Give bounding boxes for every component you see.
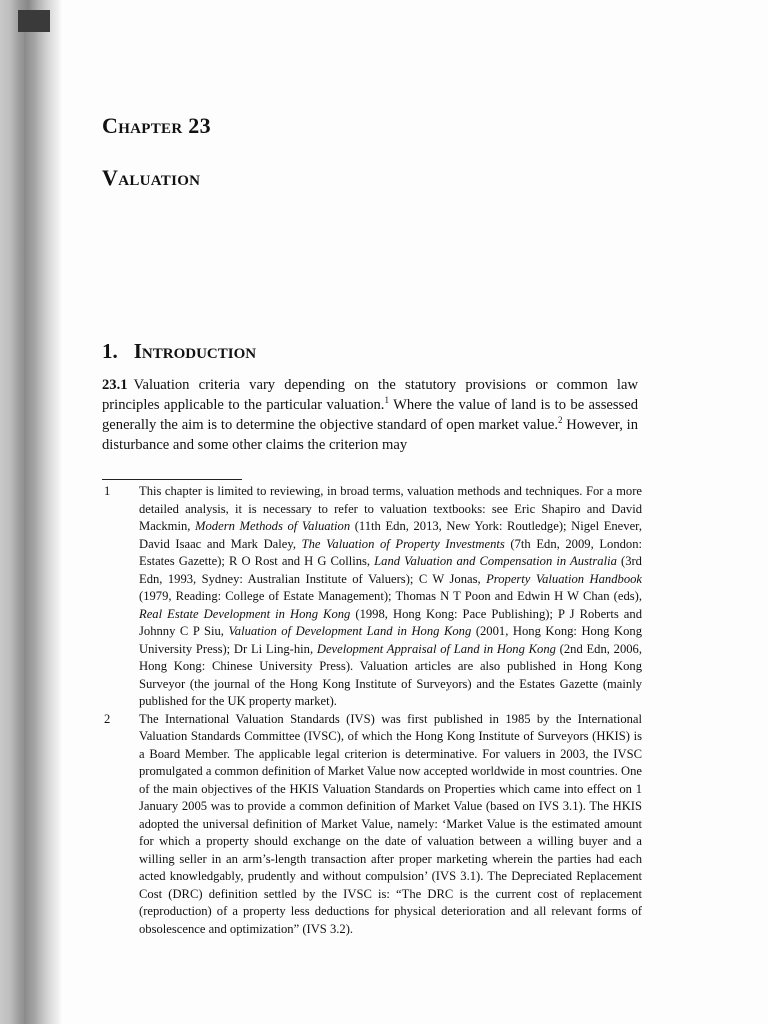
chapter-number: Chapter 23 [102,113,211,138]
footnote-text-segment: (2001, Hong Kong: Hong Kong University Press); Dr Li Ling-hin, [139,624,642,656]
cited-title: Valuation of Development Land in Hong Kong [228,624,472,638]
chapter-title: Valuation [102,165,201,190]
cited-title: The Valuation of Property Investments [301,536,505,551]
footnote-ref-2[interactable]: 2 [558,415,563,426]
cited-title: Modern Methods of Valuation [195,519,351,533]
binding-top-edge [18,10,50,32]
footnote-text-segment: (3rd Edn, 1993, Sydney: Australian Institute of Valuers); C W Jonas, [139,554,642,586]
section-heading [102,339,256,364]
section-title: Introduction [133,339,257,363]
cited-title: Land Valuation and Compensation in Australia [374,554,617,568]
book-binding-shadow [0,0,62,1024]
footnote-text-segment: (2nd Edn, 2006, Hong Kong: Chinese University Press). Valuation articles are also published in Hong Kong Surveyor (the journal of the Hong Kong Institute of Surveyors) and the Estates Gazette (mainly published for the UK property market). [139,641,642,708]
book-page [102,0,642,1024]
paragraph-text-a: Valuation criteria vary depending on the statutory provisions or common law principles applicable to the particular valuation. [102,377,638,413]
footnote-text-segment: (11th Edn, 2013, New York: Routledge); Nigel Enever, David Isaac and Mark Daley, [139,519,642,551]
footnote [102,711,642,939]
footnote-text [139,483,642,711]
paragraph-number: 23.1 [102,377,128,393]
footnote [102,483,642,711]
footnote-divider [102,479,242,480]
footnote-text [139,711,642,939]
footnote-number: 2 [104,711,111,726]
footnote-text-segment: (7th Edn, 2009, London: Estates Gazette); R O Rost and H G Collins, [139,536,643,568]
paragraph-text-b: Where the value of land is to be assessed generally the aim is to determine the objective standard of open market value. [102,397,638,433]
gutter-shadow [24,28,36,1024]
cited-title: Development Appraisal of Land in Hong Kong [316,641,556,656]
section-number: 1. [102,339,118,363]
body-paragraph [102,375,638,455]
footnote-text-segment: (1979, Reading: College of Estate Management); Thomas N T Poon and Edwin H W Chan (eds), [139,589,642,603]
cited-title: Property Valuation Handbook [486,571,642,586]
cited-title: Real Estate Development in Hong Kong [139,606,351,621]
footnote-text-segment: The International Valuation Standards (IVS) was first published in 1985 by the International Valuation Standards Committee (IVSC), of which the Hong Kong Institute of Surveyors (HKIS) is a Board Member. The applicable legal criterion is determinative. For valuers in 2003, the IVSC promulgated a common definition of Market Value now accepted worldwide in most countries. One of the main objectives of the HKIS Valuation Standards on Properties which came into effect on 1 January 2005 was to provide a common definition of Market Value (based on IVS 3.1). The HKIS adopted the universal definition of Market Value, namely: ‘Market Value is the estimated amount for which a property should exchange on the date of valuation between a willing buyer and a willing seller in an arm’s-length transaction after proper marketing wherein the parties had each acted knowledgably, prudently and without compulsion’ (IVS 3.1). The Depreciated Replacement Cost (DRC) definition settled by the IVSC is: “The DRC is the current cost of replacement (reproduction) of a property less deductions for physical deterioration and all relevant forms of obsolescence and optimization” (IVS 3.2). [139,711,642,936]
footnote-ref-1[interactable]: 1 [384,395,389,406]
footnote-text-segment: (1998, Hong Kong: Pace Publishing); P J Roberts and Johnny C P Siu, [139,606,642,638]
footnote-number: 1 [104,484,111,498]
footnote-text-segment: This chapter is limited to reviewing, in broad terms, valuation methods and techniques. For a more detailed analysis, it is necessary to refer to valuation textbooks: see Eric Shapiro and David Mackmin, [139,484,642,533]
paragraph-text-c: However, in disturbance and some other claims the criterion may [102,417,638,453]
footnotes [102,483,642,938]
